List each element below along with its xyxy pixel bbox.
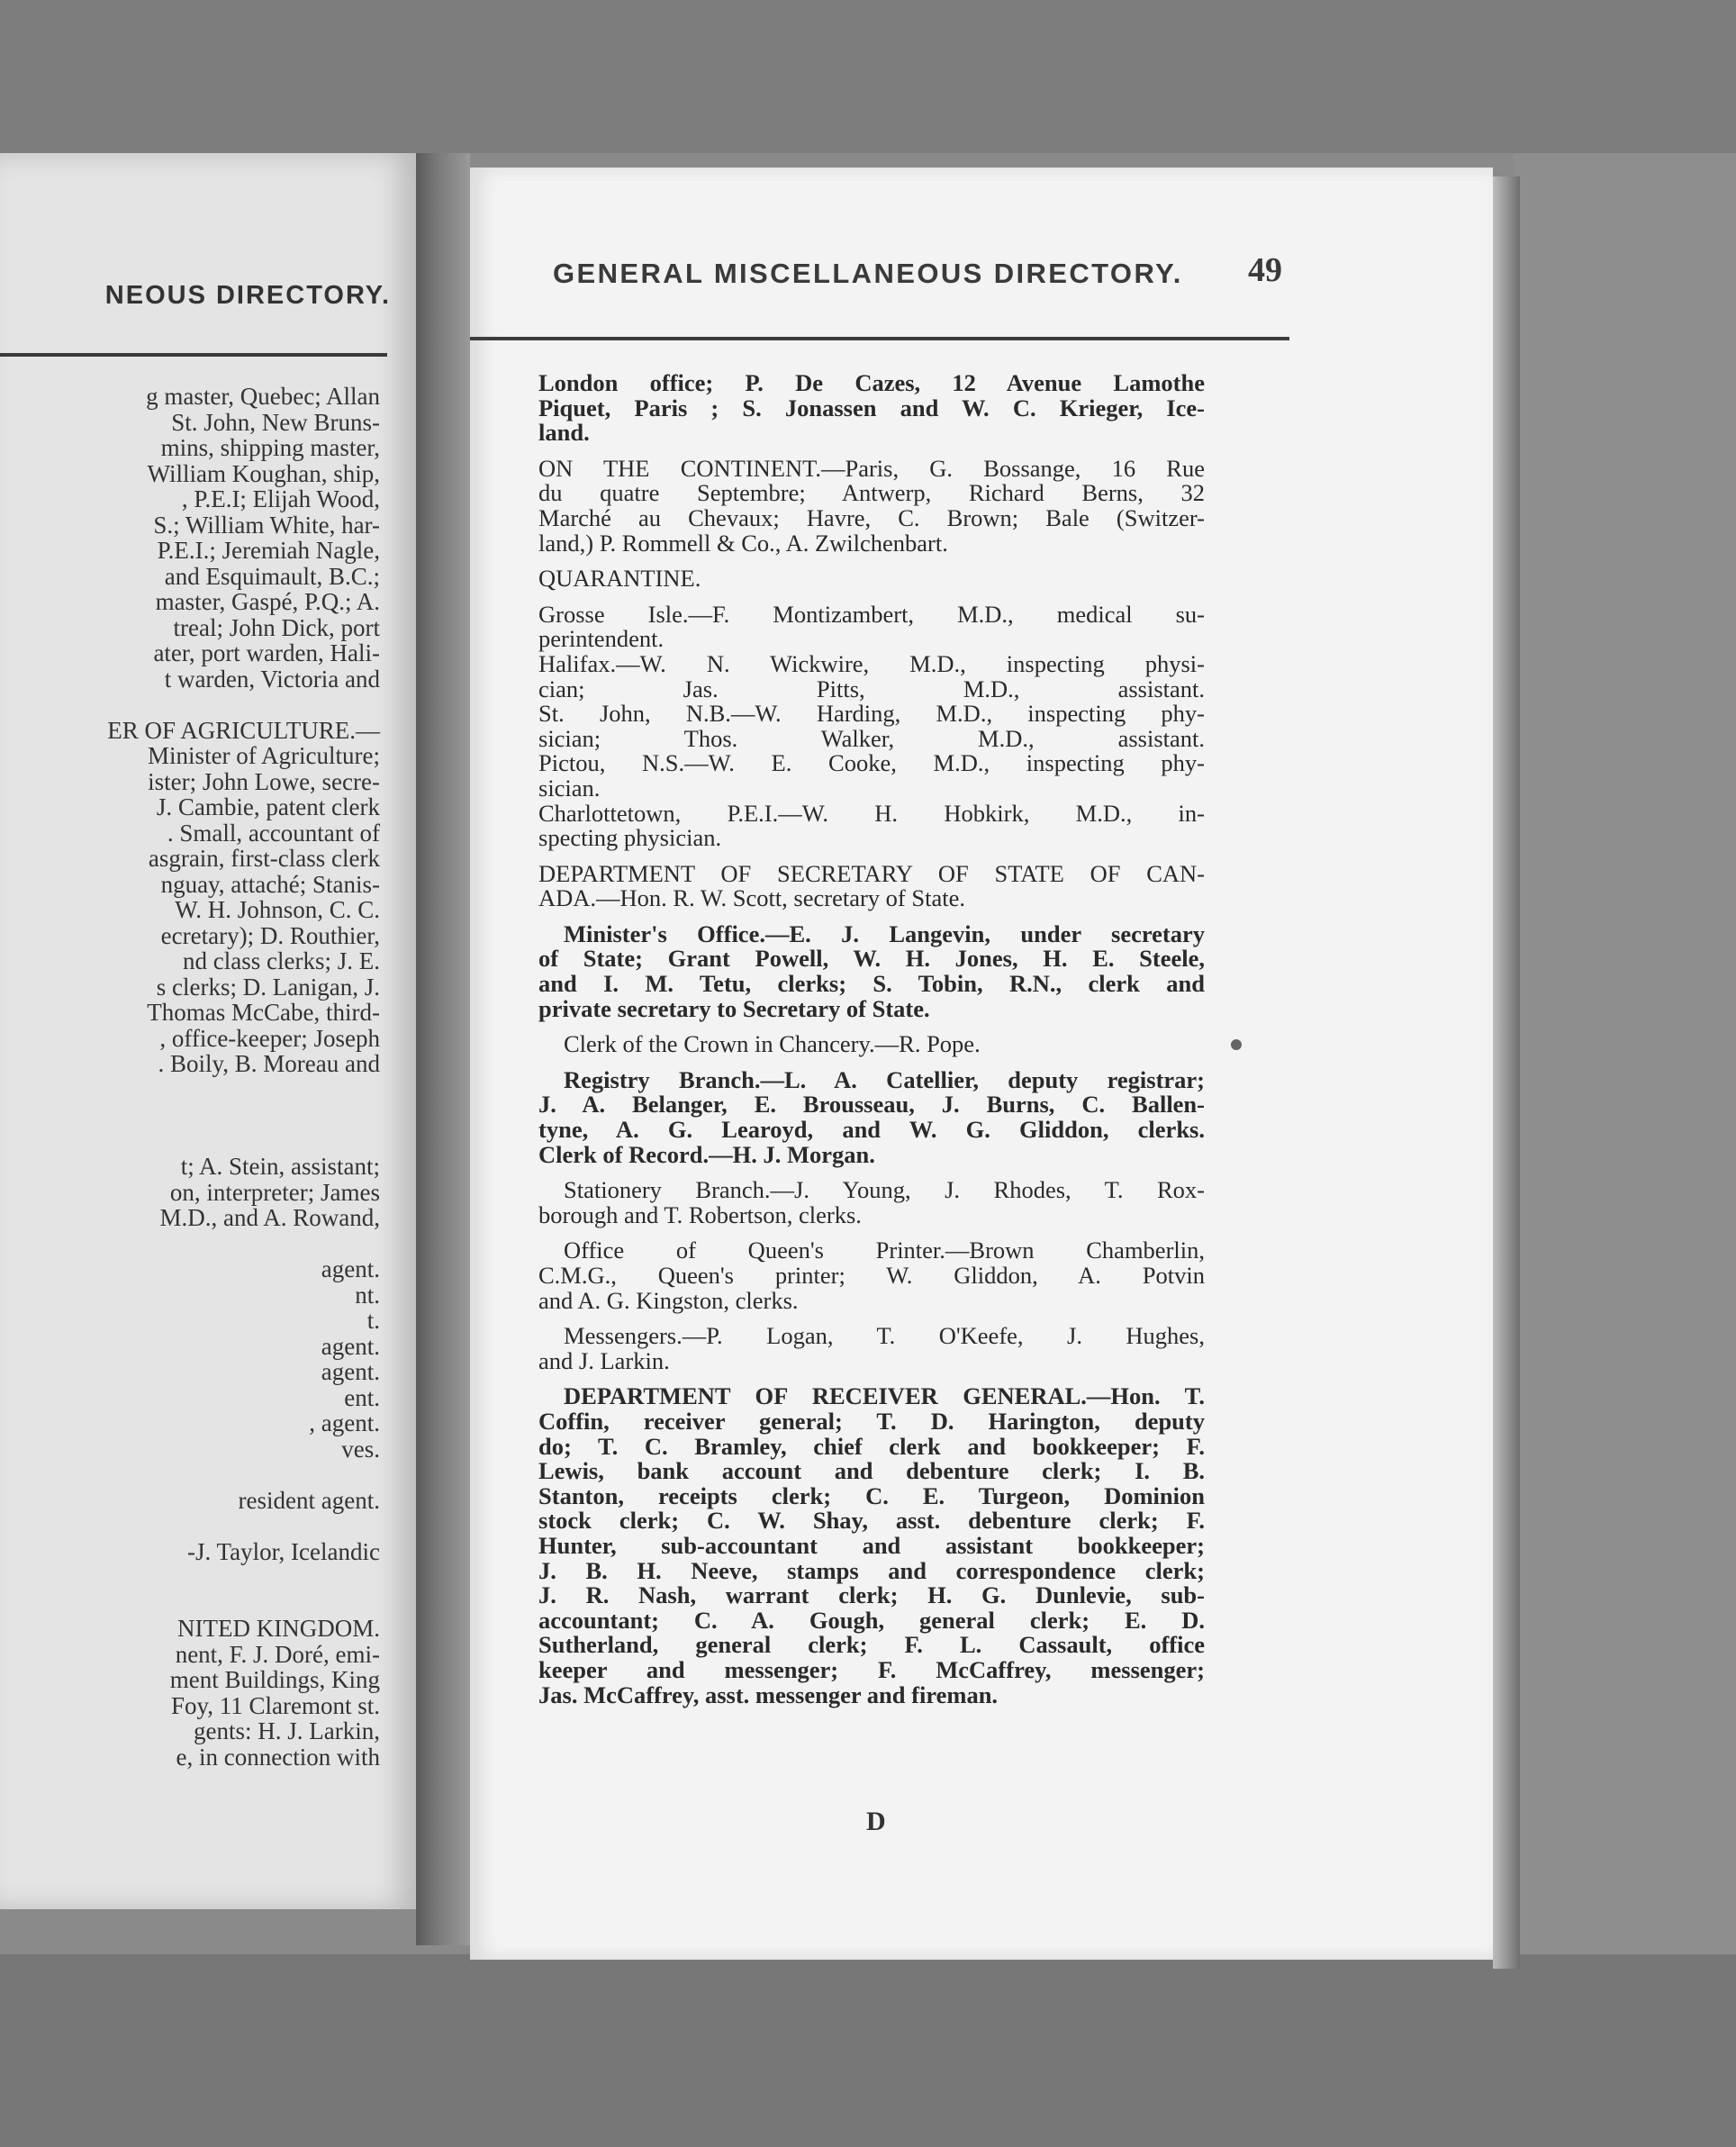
text-line: London office; P. De Cazes, 12 Avenue Lamothe <box>538 369 1205 396</box>
book-gutter <box>416 153 470 1945</box>
text-line: and I. M. Tetu, clerks; S. Tobin, R.N., clerk and <box>538 970 1205 998</box>
scan-background-right <box>1513 153 1736 1954</box>
left-text-line: treal; John Dick, port <box>173 613 380 641</box>
scan-background-top <box>0 0 1736 153</box>
directory-entry <box>538 371 1205 446</box>
page-number: 49 <box>1248 251 1282 289</box>
text-line: Jas. McCaffrey, asst. messenger and fireman. <box>538 1680 999 1708</box>
left-text-line: . Boily, B. Moreau and <box>158 1050 380 1077</box>
left-running-head: NEOUS DIRECTORY. <box>104 281 391 310</box>
text-line: and A. G. Kingston, clerks. <box>538 1286 799 1314</box>
text-line: ON THE CONTINENT.—Paris, G. Bossange, 16 Rue <box>538 454 1205 482</box>
text-line: sician; Thos. Walker, M.D., assistant. <box>538 724 1205 752</box>
left-text-line: s clerks; D. Lanigan, J. <box>156 973 380 1001</box>
left-text-line <box>107 1462 380 1488</box>
text-line: perintendent. <box>538 625 665 653</box>
left-text-line: J. Cambie, patent clerk <box>156 793 380 820</box>
scan-background-bottom <box>0 1954 1736 2147</box>
left-text-line: . Small, accountant of <box>167 819 380 847</box>
text-line: sician. <box>538 774 601 802</box>
left-text-line: nt. <box>355 1281 380 1309</box>
left-text-line: St. John, New Bruns- <box>171 408 380 436</box>
left-text-line: Thomas McCabe, third- <box>147 999 380 1026</box>
left-text-line: William Koughan, ship, <box>147 459 380 487</box>
left-text-line: nent, F. J. Doré, emi- <box>175 1640 380 1668</box>
text-line: QUARANTINE. <box>538 565 701 593</box>
text-line: Stationery Branch.—J. Young, J. Rhodes, T. Rox- <box>564 1176 1205 1204</box>
text-line: J. A. Belanger, E. Brousseau, J. Burns, C. Ballen- <box>538 1091 1205 1119</box>
text-line: of State; Grant Powell, W. H. Jones, H. E. Steele, <box>538 945 1205 973</box>
directory-entry <box>538 919 1205 1022</box>
left-text-line: gents: H. J. Larkin, <box>194 1717 380 1744</box>
left-text-line: ecretary); D. Routhier, <box>160 921 380 949</box>
left-text-line <box>107 1590 380 1617</box>
left-text-line <box>107 692 380 718</box>
left-page <box>0 153 416 1909</box>
left-text-line: t; A. Stein, assistant; <box>180 1153 380 1180</box>
left-page-text <box>107 384 380 1770</box>
left-text-line: on, interpreter; James <box>169 1178 380 1206</box>
directory-entry <box>538 566 1205 592</box>
left-text-line: t warden, Victoria and <box>164 665 380 693</box>
directory-entry <box>538 1065 1205 1168</box>
left-text-line: S.; William White, har- <box>153 511 380 539</box>
left-text-line: agent. <box>321 1332 380 1360</box>
text-line: Halifax.—W. N. Wickwire, M.D., inspecting physi- <box>538 649 1205 677</box>
left-text-line <box>107 1513 380 1539</box>
text-line: keeper and messenger; F. McCaffrey, messenger; <box>538 1655 1205 1683</box>
left-text-line: agent. <box>321 1255 380 1282</box>
directory-entry <box>538 1384 1205 1708</box>
left-text-line: , office-keeper; Joseph <box>159 1024 380 1052</box>
left-text-line: nd class clerks; J. E. <box>183 947 380 974</box>
text-line: stock clerk; C. W. Shay, asst. debenture clerk; F. <box>538 1507 1205 1535</box>
text-line: borough and T. Robertson, clerks. <box>538 1200 862 1228</box>
text-line: Pictou, N.S.—W. E. Cooke, M.D., inspecting phy- <box>538 749 1205 777</box>
text-line: cian; Jas. Pitts, M.D., assistant. <box>538 675 1205 702</box>
left-text-line: ister; John Lowe, secre- <box>148 767 380 795</box>
left-text-line <box>107 1231 380 1257</box>
left-text-line: M.D., and A. Rowand, <box>159 1204 380 1231</box>
left-text-line: t. <box>366 1307 380 1334</box>
text-line: ADA.—Hon. R. W. Scott, secretary of State. <box>538 884 965 912</box>
text-line: do; T. C. Bramley, chief clerk and bookkeeper; F. <box>538 1432 1205 1460</box>
left-text-line: , agent. <box>309 1409 380 1436</box>
text-line: J. R. Nash, warrant clerk; H. G. Dunlevie, sub- <box>538 1581 1205 1609</box>
left-text-line: ment Buildings, King <box>169 1666 380 1693</box>
text-line: private secretary to Secretary of State. <box>538 994 930 1022</box>
left-text-line <box>107 1077 380 1103</box>
left-text-line: asgrain, first-class clerk <box>148 845 380 872</box>
directory-entry <box>538 1238 1205 1313</box>
left-text-line <box>107 1128 380 1155</box>
text-line: Office of Queen's Printer.—Brown Chamberlin, <box>564 1237 1205 1264</box>
text-line: Sutherland, general clerk; F. L. Cassault, office <box>538 1631 1205 1659</box>
text-line: tyne, A. G. Learoyd, and W. G. Gliddon, clerks. <box>538 1116 1205 1144</box>
text-line: Grosse Isle.—F. Montizambert, M.D., medical su- <box>538 600 1205 628</box>
text-line: Messengers.—P. Logan, T. O'Keefe, J. Hughes, <box>564 1322 1205 1350</box>
text-line: Stanton, receipts clerk; C. E. Turgeon, Dominion <box>538 1481 1205 1509</box>
left-head-rule <box>0 353 387 357</box>
directory-entry <box>538 1178 1205 1228</box>
text-line: Clerk of the Crown in Chancery.—R. Pope. <box>564 1030 981 1058</box>
directory-entry <box>538 602 1205 851</box>
directory-entry <box>538 454 1205 557</box>
left-text-line: Minister of Agriculture; <box>148 742 380 769</box>
text-line: and J. Larkin. <box>538 1346 670 1374</box>
left-text-line: master, Gaspé, P.Q.; A. <box>155 588 380 615</box>
left-text-line: mins, shipping master, <box>160 434 380 461</box>
left-text-line: ves. <box>341 1435 380 1463</box>
directory-entry <box>538 1032 1205 1057</box>
right-page <box>470 168 1493 1960</box>
text-line: land,) P. Rommell & Co., A. Zwilchenbart. <box>538 529 948 557</box>
left-text-line: Foy, 11 Claremont st. <box>171 1691 380 1719</box>
running-head: GENERAL MISCELLANEOUS DIRECTORY. <box>553 258 1183 289</box>
text-line: St. John, N.B.—W. Harding, M.D., inspecting phy- <box>538 700 1205 728</box>
text-line: C.M.G., Queen's printer; W. Gliddon, A. Potvin <box>538 1262 1205 1289</box>
text-line: Minister's Office.—E. J. Langevin, under secretary <box>564 919 1205 947</box>
page-edge <box>1493 177 1520 1969</box>
text-line: du quatre Septembre; Antwerp, Richard Berns, 32 <box>538 479 1205 507</box>
text-line: Lewis, bank account and debenture clerk; I. B. <box>538 1457 1205 1485</box>
left-text-line: NITED KINGDOM. <box>177 1615 380 1642</box>
left-text-line: , P.E.I; Elijah Wood, <box>181 485 380 512</box>
directory-text-column <box>538 371 1205 1718</box>
left-text-line: resident agent. <box>238 1486 380 1514</box>
text-line: Hunter, sub-accountant and assistant bookkeeper; <box>538 1531 1205 1559</box>
left-text-line: agent. <box>321 1358 380 1385</box>
text-line: Coffin, receiver general; T. D. Harington, deputy <box>538 1407 1205 1435</box>
head-rule <box>470 337 1289 340</box>
directory-entry <box>538 859 1205 912</box>
left-text-line: W. H. Johnson, C. C. <box>175 896 380 923</box>
left-text-line: nguay, attaché; Stanis- <box>160 870 380 898</box>
text-line: Piquet, Paris ; S. Jonassen and W. C. Krieger, Ice- <box>538 394 1205 421</box>
text-line: accountant; C. A. Gough, general clerk; E. D. <box>538 1606 1205 1634</box>
left-text-line: ER OF AGRICULTURE.— <box>107 716 380 744</box>
left-text-line <box>107 1564 380 1590</box>
text-line: Marché au Chevaux; Havre, C. Brown; Bale (Switzer- <box>538 503 1205 531</box>
left-text-line: ent. <box>344 1383 380 1411</box>
left-text-line: e, in connection with <box>176 1743 380 1771</box>
left-text-line: P.E.I.; Jeremiah Nagle, <box>157 537 380 564</box>
left-text-line <box>107 1102 380 1128</box>
left-text-line: ater, port warden, Hali- <box>153 639 380 666</box>
left-text-line: and Esquimault, B.C.; <box>164 562 380 590</box>
text-line: specting physician. <box>538 824 722 852</box>
text-line: Registry Branch.—L. A. Catellier, deputy registrar; <box>564 1065 1205 1093</box>
text-line: land. <box>538 419 590 447</box>
text-line: Charlottetown, P.E.I.—W. H. Hobkirk, M.D., in- <box>538 799 1205 827</box>
text-line: Clerk of Record.—H. J. Morgan. <box>538 1140 875 1168</box>
left-text-line: g master, Quebec; Allan <box>146 383 380 410</box>
directory-entry <box>538 1324 1205 1373</box>
signature-mark: D <box>866 1807 886 1836</box>
text-line: DEPARTMENT OF RECEIVER GENERAL.—Hon. T. <box>564 1382 1205 1410</box>
text-line: J. B. H. Neeve, stamps and correspondence clerk; <box>538 1556 1205 1584</box>
text-line: DEPARTMENT OF SECRETARY OF STATE OF CAN- <box>538 859 1205 887</box>
ink-spot <box>1231 1039 1242 1050</box>
left-text-line: -J. Taylor, Icelandic <box>187 1537 380 1565</box>
